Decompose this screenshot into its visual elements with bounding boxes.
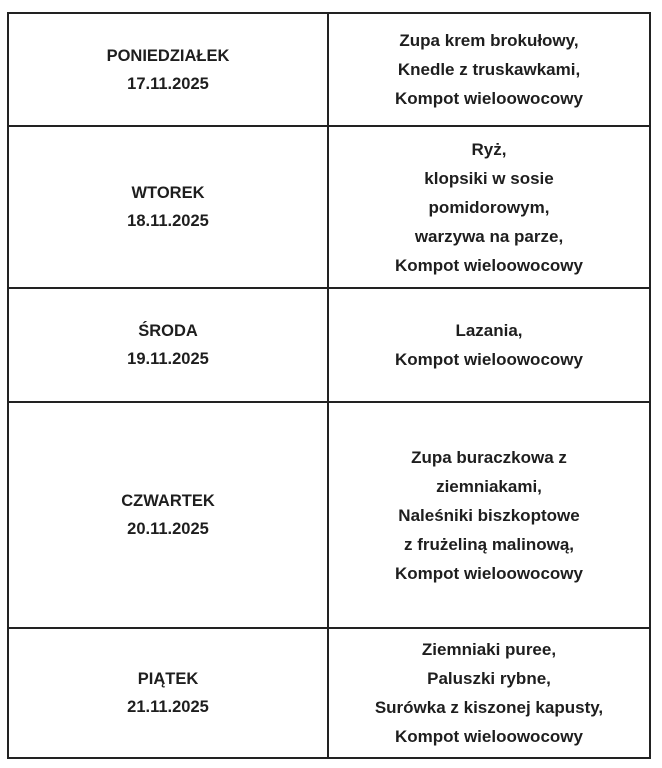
day-name: PONIEDZIAŁEK [106,46,230,65]
meal-line: klopsiki w sosie [424,168,554,188]
day-cell [8,288,328,402]
meal-line: pomidorowym, [428,197,550,217]
day-date: 19.11.2025 [127,350,209,368]
table-row-tuesday [8,126,650,288]
day-date: 18.11.2025 [127,212,209,230]
meal-cell [328,126,650,288]
meal-line: warzywa na parze, [414,226,564,246]
table-row-thursday [8,402,650,628]
day-date: 21.11.2025 [127,698,209,716]
meal-line: Kompot wieloowocowy [395,563,583,583]
meal-line: Naleśniki biszkoptowe [398,505,580,525]
meal-line: Kompot wieloowocowy [395,350,583,369]
meal-line: Zupa buraczkowa z [411,447,567,467]
meal-line: Lazania, [455,321,523,340]
day-cell [8,13,328,126]
meal-line: Kompot wieloowocowy [395,89,583,108]
day-name: PIĄTEK [137,670,199,688]
table-row-monday [8,13,650,126]
day-cell [8,126,328,288]
meal-line: Paluszki rybne, [427,669,551,688]
meal-line: Knedle z truskawkami, [397,60,581,79]
day-name: WTOREK [131,184,205,202]
day-cell [8,402,328,628]
day-name: CZWARTEK [121,492,215,510]
day-date: 17.11.2025 [127,74,209,93]
meal-line: Kompot wieloowocowy [395,727,583,746]
meal-line: z frużeliną malinową, [403,534,575,554]
meal-line: Kompot wieloowocowy [395,255,583,275]
day-name: ŚRODA [138,322,198,340]
meal-line: Zupa krem brokułowy, [399,31,579,50]
day-date: 20.11.2025 [127,520,209,538]
table-row-friday [8,628,650,758]
meal-cell [328,402,650,628]
meal-line: Surówka z kiszonej kapusty, [374,698,604,717]
meal-cell [328,13,650,126]
meal-cell [328,288,650,402]
meal-line: Ryż, [471,139,507,159]
meal-line: ziemniakami, [436,476,542,496]
meal-line: Ziemniaki puree, [421,640,557,659]
weekly-menu-table [7,12,651,759]
table-row-wednesday [8,288,650,402]
day-cell [8,628,328,758]
meal-cell [328,628,650,758]
